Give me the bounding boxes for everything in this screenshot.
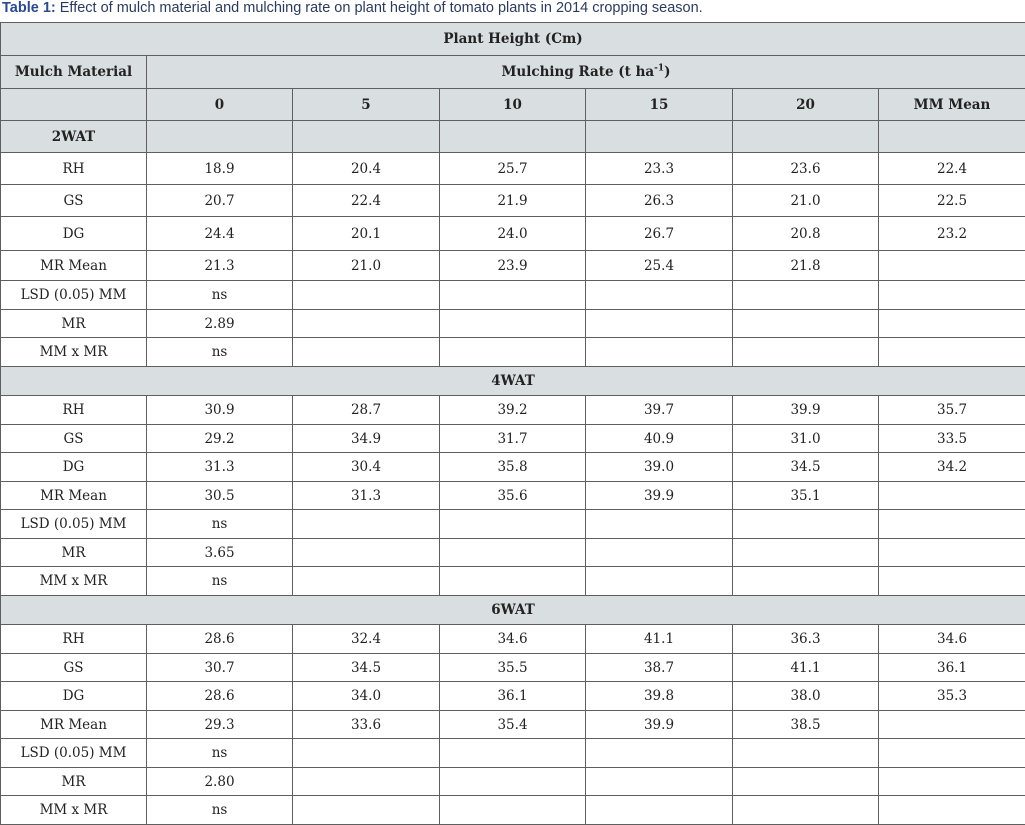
table-cell: 26.7: [586, 217, 733, 251]
table-cell: 31.0: [733, 425, 879, 453]
table-cell: [879, 310, 1025, 338]
table-cell: 28.7: [293, 396, 440, 425]
row-label: MR: [1, 310, 147, 338]
table-cell: [586, 281, 733, 310]
table-cell: [293, 539, 440, 567]
section-header-empty-cell: [733, 121, 879, 153]
table-cell: [586, 510, 733, 539]
table-cell: [879, 739, 1025, 768]
row-label: MR Mean: [1, 711, 147, 739]
row-label: MM x MR: [1, 796, 147, 825]
table-cell: [440, 768, 586, 796]
table-cell: 36.1: [879, 654, 1025, 682]
table-cell: 30.4: [293, 453, 440, 482]
table-row: [1, 768, 1025, 796]
table-cell: 38.5: [733, 711, 879, 739]
table-cell: 22.4: [879, 153, 1025, 185]
table-cell: 30.9: [147, 396, 293, 425]
table-cell: [440, 281, 586, 310]
table-cell: [733, 539, 879, 567]
row-label: DG: [1, 682, 147, 711]
table-cell: [879, 281, 1025, 310]
row-label: LSD (0.05) MM: [1, 510, 147, 539]
table-row: [1, 796, 1025, 825]
table-cell: [586, 567, 733, 596]
header-row-columns: [1, 89, 1025, 121]
row-label: RH: [1, 153, 147, 185]
table-cell: 39.9: [733, 396, 879, 425]
table-cell: 34.0: [293, 682, 440, 711]
column-header: 0: [147, 89, 293, 121]
section-header-empty-cell: [879, 121, 1025, 153]
table-cell: [733, 739, 879, 768]
table-cell: 26.3: [586, 185, 733, 217]
table-cell: 39.8: [586, 682, 733, 711]
table-row: [1, 338, 1025, 367]
table-cell: 21.0: [733, 185, 879, 217]
column-header: MM Mean: [879, 89, 1025, 121]
table-cell: [879, 510, 1025, 539]
table-cell: 28.6: [147, 625, 293, 654]
table-cell: 34.5: [293, 654, 440, 682]
table-cell: 28.6: [147, 682, 293, 711]
table-cell: 33.6: [293, 711, 440, 739]
table-cell: 21.8: [733, 251, 879, 281]
table-cell: [733, 281, 879, 310]
column-header: 20: [733, 89, 879, 121]
table-row: [1, 425, 1025, 453]
table-cell: 23.2: [879, 217, 1025, 251]
table-cell: 21.3: [147, 251, 293, 281]
plant-height-table: [0, 22, 1025, 825]
table-cell: 23.9: [440, 251, 586, 281]
column-header: 15: [586, 89, 733, 121]
row-label: MR Mean: [1, 482, 147, 510]
table-cell: 2.89: [147, 310, 293, 338]
table-cell: 3.65: [147, 539, 293, 567]
table-title: Plant Height (Cm): [1, 23, 1025, 56]
table-cell: 22.5: [879, 185, 1025, 217]
column-header-empty: [1, 89, 147, 121]
table-cell: [293, 567, 440, 596]
table-caption: [2, 0, 703, 18]
table-cell: [440, 539, 586, 567]
table-cell: 36.3: [733, 625, 879, 654]
table-cell: 39.2: [440, 396, 586, 425]
caption-label: Table 1:: [2, 0, 56, 16]
table-row: [1, 453, 1025, 482]
column-header-mulch-material: Mulch Material: [1, 56, 147, 89]
table-cell: [293, 510, 440, 539]
table-cell: 35.4: [440, 711, 586, 739]
section-header-row: [1, 596, 1025, 625]
table-cell: 31.3: [147, 453, 293, 482]
column-header: 10: [440, 89, 586, 121]
table-cell: [440, 739, 586, 768]
table-cell: ns: [147, 510, 293, 539]
table-cell: 35.3: [879, 682, 1025, 711]
table-cell: 30.5: [147, 482, 293, 510]
table-cell: 20.1: [293, 217, 440, 251]
row-label: LSD (0.05) MM: [1, 281, 147, 310]
table-cell: 30.7: [147, 654, 293, 682]
table-cell: [440, 510, 586, 539]
row-label: MR: [1, 768, 147, 796]
table-row: [1, 625, 1025, 654]
table-row: [1, 711, 1025, 739]
table-cell: 38.0: [733, 682, 879, 711]
table-row: [1, 217, 1025, 251]
table-cell: [586, 768, 733, 796]
table-cell: [879, 482, 1025, 510]
table-cell: [879, 711, 1025, 739]
mulching-rate-label-end: ): [664, 64, 670, 80]
table-cell: 35.1: [733, 482, 879, 510]
table-cell: [879, 338, 1025, 367]
table-cell: 34.5: [733, 453, 879, 482]
table-row: [1, 682, 1025, 711]
table-cell: 20.7: [147, 185, 293, 217]
section-header-row: [1, 367, 1025, 396]
table-row: [1, 310, 1025, 338]
table-cell: 41.1: [586, 625, 733, 654]
table-cell: 35.7: [879, 396, 1025, 425]
column-header: 5: [293, 89, 440, 121]
table-cell: [586, 539, 733, 567]
table-cell: 34.2: [879, 453, 1025, 482]
table-cell: [293, 739, 440, 768]
table-cell: 20.4: [293, 153, 440, 185]
table-cell: [733, 338, 879, 367]
table-row: [1, 396, 1025, 425]
table-cell: [733, 310, 879, 338]
row-label: RH: [1, 396, 147, 425]
table-row: [1, 510, 1025, 539]
table-cell: 36.1: [440, 682, 586, 711]
table-cell: 20.8: [733, 217, 879, 251]
table-cell: 2.80: [147, 768, 293, 796]
table-row: [1, 567, 1025, 596]
table-cell: [879, 567, 1025, 596]
row-label: DG: [1, 217, 147, 251]
table-cell: 35.5: [440, 654, 586, 682]
table-cell: [586, 338, 733, 367]
table-cell: 33.5: [879, 425, 1025, 453]
table-cell: 39.0: [586, 453, 733, 482]
table-row: [1, 281, 1025, 310]
table-cell: 24.0: [440, 217, 586, 251]
table-cell: [733, 768, 879, 796]
table-cell: 22.4: [293, 185, 440, 217]
table-cell: 39.7: [586, 396, 733, 425]
row-label: MM x MR: [1, 338, 147, 367]
table-cell: [440, 796, 586, 825]
table-cell: [440, 567, 586, 596]
table-cell: 25.4: [586, 251, 733, 281]
table-cell: 35.6: [440, 482, 586, 510]
table-cell: 23.6: [733, 153, 879, 185]
table-cell: [293, 796, 440, 825]
table-row: [1, 539, 1025, 567]
table-row: [1, 739, 1025, 768]
table-cell: ns: [147, 739, 293, 768]
table-cell: 34.6: [440, 625, 586, 654]
table-row: [1, 153, 1025, 185]
row-label: GS: [1, 185, 147, 217]
table-cell: [293, 768, 440, 796]
table-cell: ns: [147, 338, 293, 367]
table-cell: 23.3: [586, 153, 733, 185]
row-label: MR Mean: [1, 251, 147, 281]
table-cell: [733, 567, 879, 596]
table-cell: 34.9: [293, 425, 440, 453]
table-cell: [586, 739, 733, 768]
table-cell: [879, 768, 1025, 796]
table-cell: 31.7: [440, 425, 586, 453]
table-cell: 41.1: [733, 654, 879, 682]
table-cell: [733, 510, 879, 539]
table-cell: ns: [147, 796, 293, 825]
column-header-mulching-rate: [147, 56, 1025, 89]
section-header-empty-cell: [293, 121, 440, 153]
table-title-row: [1, 23, 1025, 56]
section-header-empty-cell: [586, 121, 733, 153]
section-label: 2WAT: [1, 121, 147, 153]
table-cell: 24.4: [147, 217, 293, 251]
row-label: RH: [1, 625, 147, 654]
table-cell: 35.8: [440, 453, 586, 482]
table-cell: 32.4: [293, 625, 440, 654]
table-cell: 25.7: [440, 153, 586, 185]
mulching-rate-label: Mulching Rate (t ha: [501, 64, 654, 80]
table-cell: 29.3: [147, 711, 293, 739]
mulching-rate-unit-sup: -1: [654, 64, 664, 74]
section-label: 4WAT: [1, 367, 1025, 396]
section-header-empty-cell: [147, 121, 293, 153]
row-label: DG: [1, 453, 147, 482]
section-label: 6WAT: [1, 596, 1025, 625]
table-cell: 40.9: [586, 425, 733, 453]
table-cell: [293, 310, 440, 338]
table-cell: [440, 338, 586, 367]
header-row-rate: [1, 56, 1025, 89]
section-header-empty-cell: [440, 121, 586, 153]
table-cell: [586, 310, 733, 338]
row-label: GS: [1, 654, 147, 682]
table-cell: [440, 310, 586, 338]
table-cell: 21.9: [440, 185, 586, 217]
table-cell: [879, 796, 1025, 825]
table-cell: 39.9: [586, 482, 733, 510]
row-label: MR: [1, 539, 147, 567]
table-cell: [879, 251, 1025, 281]
table-cell: 29.2: [147, 425, 293, 453]
table-cell: [879, 539, 1025, 567]
table-cell: ns: [147, 567, 293, 596]
table-cell: 21.0: [293, 251, 440, 281]
row-label: LSD (0.05) MM: [1, 739, 147, 768]
table-cell: 34.6: [879, 625, 1025, 654]
row-label: GS: [1, 425, 147, 453]
table-row: [1, 185, 1025, 217]
table-cell: 31.3: [293, 482, 440, 510]
table-cell: 39.9: [586, 711, 733, 739]
table-row: [1, 482, 1025, 510]
table-cell: ns: [147, 281, 293, 310]
table-row: [1, 251, 1025, 281]
table-cell: 18.9: [147, 153, 293, 185]
table-row: [1, 654, 1025, 682]
table-cell: [293, 338, 440, 367]
table-cell: [733, 796, 879, 825]
caption-text: Effect of mulch material and mulching rate on plant height of tomato plants in 2014 cropping season.: [60, 0, 703, 16]
table-cell: [293, 281, 440, 310]
section-header-row: [1, 121, 1025, 153]
table-cell: [586, 796, 733, 825]
row-label: MM x MR: [1, 567, 147, 596]
table-cell: 38.7: [586, 654, 733, 682]
